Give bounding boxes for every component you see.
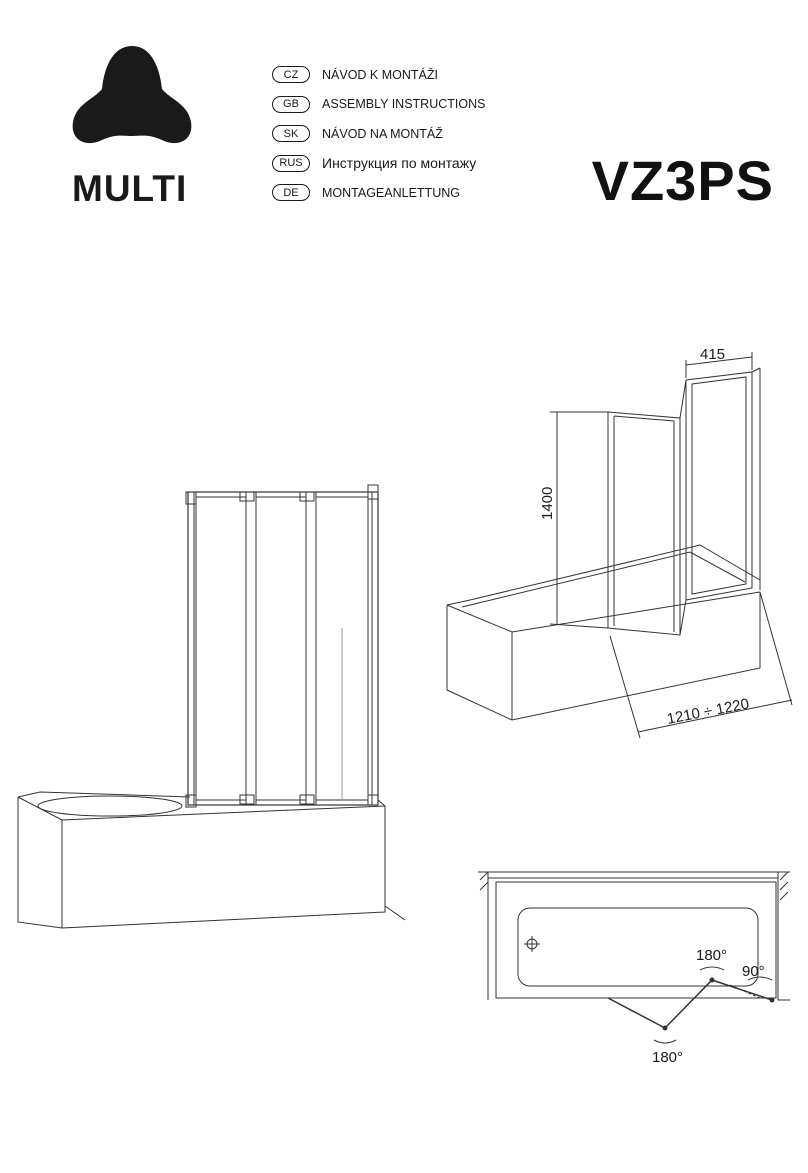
lang-code-badge: CZ <box>272 66 310 83</box>
lang-code-badge: SK <box>272 125 310 142</box>
perspective-view-drawing <box>447 352 792 738</box>
dim-width-range: 1210 ÷ 1220 <box>665 695 751 728</box>
lang-title: MONTAGEANLETTUNG <box>322 185 460 200</box>
plan-view-drawing <box>478 872 790 1043</box>
lang-title: ASSEMBLY INSTRUCTIONS <box>322 97 486 112</box>
dim-height: 1400 <box>539 486 556 520</box>
angle-bottom-label: 180° <box>652 1049 684 1066</box>
lang-code-badge: GB <box>272 96 310 113</box>
front-view-drawing <box>18 485 405 928</box>
brand-name: MULTI <box>72 168 188 209</box>
lang-code-badge: RUS <box>272 155 310 172</box>
model-title: VZ3PS <box>591 149 774 212</box>
lang-title: NÁVOD NA MONTÁŽ <box>322 126 443 141</box>
lang-title: Инструкция по монтажу <box>322 155 477 172</box>
lang-title: NÁVOD K MONTÁŽI <box>322 67 438 82</box>
lang-code-badge: DE <box>272 184 310 201</box>
angle-top-label: 180° <box>696 947 728 964</box>
dim-width-folded: 415 <box>700 346 726 363</box>
angle-side-label: 90° <box>742 963 765 980</box>
